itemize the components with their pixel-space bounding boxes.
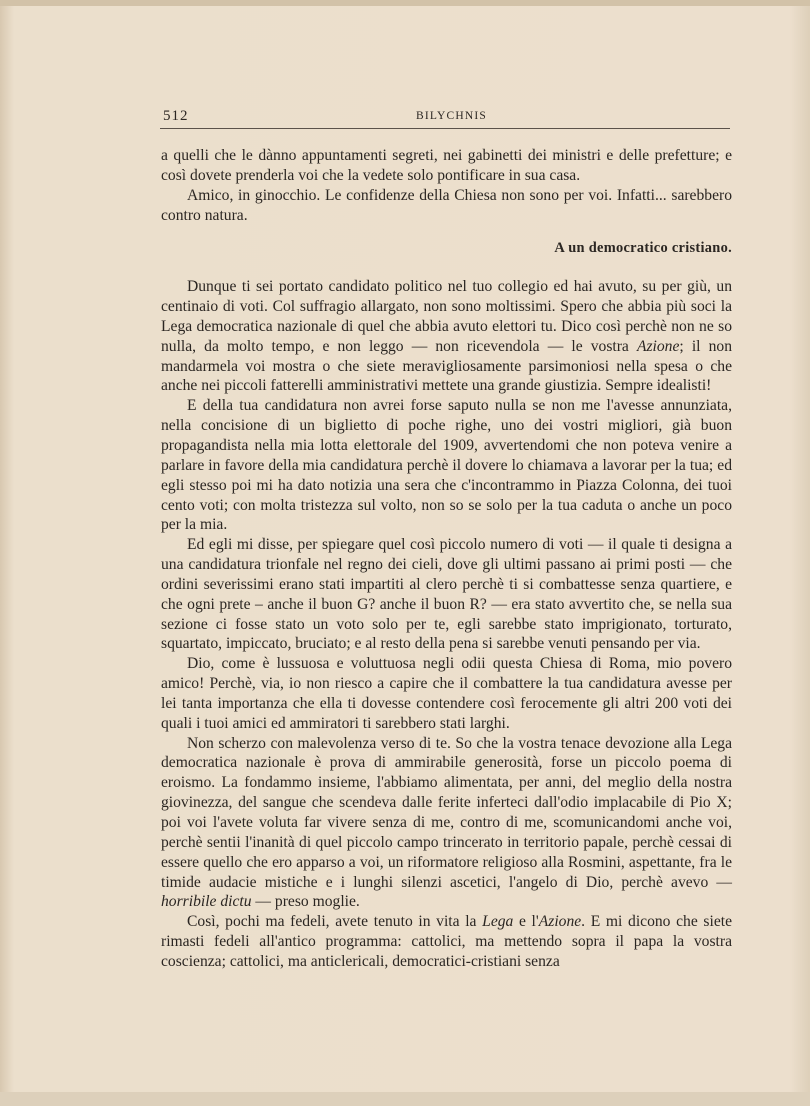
running-head: BILYCHNIS [416, 110, 487, 122]
paragraph: Dio, come è lussuosa e voluttuosa negli odii questa Chiesa di Roma, mio povero amico! Perchè, via, io non riesco a capire che il combattere la tua candidatura avesse per lei tanta importanza che ella ti dovesse contendere così ferocemente gli altri 200 voti dei quali i tuoi amici ed ammiratori ti sarebbero stati larghi. [161, 655, 732, 732]
paragraph: Amico, in ginocchio. Le confidenze della Chiesa non sono per voi. Infatti... sarebbero contro natura. [161, 186, 732, 224]
paragraph: Non scherzo con malevolenza verso di te. So che la vostra tenace devozione alla Lega democratica nazionale è prova di ammirabile generosità, forse un piccolo poema di eroismo. La fondammo insieme, l'abbiamo alimentata, per anni, del meglio della nostra giovinezza, del sangue che scendeva dalle ferite inferteci dall'odio implacabile di Pio X; poi voi l'avete voluta far vivere senza di me, contro di me, scomunicandomi anche voi, perchè sentii l'inanità di quel piccolo campo trincerato in territorio papale, perchè cessai di essere quello che ero apparso a voi, un riformatore religioso alla Rosmini, aspettante, fra le timide audacie mistiche e i lunghi silenzi ascetici, l'angelo di Dio, perchè avevo — horribile dictu — preso moglie. [161, 734, 732, 911]
paragraph-continued: a quelli che le dànno appuntamenti segreti, nei gabinetti dei ministri e delle prefetture; e così dovete prenderla voi che la vedete solo pontificare in sua casa. [161, 147, 732, 184]
section-heading: A un democratico cristiano. [554, 240, 732, 257]
paragraph: E della tua candidatura non avrei forse saputo nulla se non me l'avesse annunziata, nella concisione di un biglietto di poche righe, uno dei vostri migliori, già buon propagandista nella mia lotta elettorale del 1909, avvertendomi che non poteva venire a parlare in favore della mia candidatura perchè il dovere lo chiamava a lavorar per la tua; ed egli stesso poi mi ha dato notizia una sera che c'incontrammo in Piazza Colonna, dei tuoi cento voti; con molta tristezza sul volto, non so se solo per la tua caduta o anche un poco per la mia. [161, 397, 732, 534]
paragraph: Ed egli mi disse, per spiegare quel così piccolo numero di voti — il quale ti designa a una candidatura trionfale nel regno dei cieli, dove gli ultimi passano ai primi posti — che ordini severissimi erano stati impartiti al clero perchè ti si combattesse senza quartiere, e che ogni prete – anche il buon G? anche il buon R? — era stato avvertito che, se nella sua sezione ci fosse stato un voto solo per te, egli sarebbe stato imprigionato, torturato, squartato, impiccato, bruciato; e al resto della pena si sarebbe venuti pensando per via. [161, 536, 732, 653]
page-number: 512 [163, 108, 189, 124]
paragraph: Così, pochi ma fedeli, avete tenuto in vita la Lega e l'Azione. E mi dicono che siete rimasti fedeli all'antico programma: cattolici, ma mettendo sopra il papa la vostra coscienza; cattolici, ma anticlericali, democratici-cristiani senza [161, 913, 732, 970]
page-top-edge [0, 0, 810, 6]
page-bottom-edge [0, 1092, 810, 1106]
page-header [163, 108, 731, 128]
body-text [161, 146, 732, 972]
header-rule [160, 128, 730, 129]
paragraph: Dunque ti sei portato candidato politico nel tuo collegio ed hai avuto, su per giù, un centinaio di voti. Col suffragio allargato, non sono moltissimi. Spero che abbia più soci la Lega democratica nazionale di quel che abbia avuto elettori tu. Dico così perchè non ne so nulla, da molto tempo, e non leggo — non ricevendola — le vostra Azione; il non mandarmela voi mostra o che siete meravigliosamente parsimoniosi nella spesa o che anche nei piccoli fatterelli amministrativi mettete una grande giustizia. Sempre idealisti! [161, 278, 732, 395]
